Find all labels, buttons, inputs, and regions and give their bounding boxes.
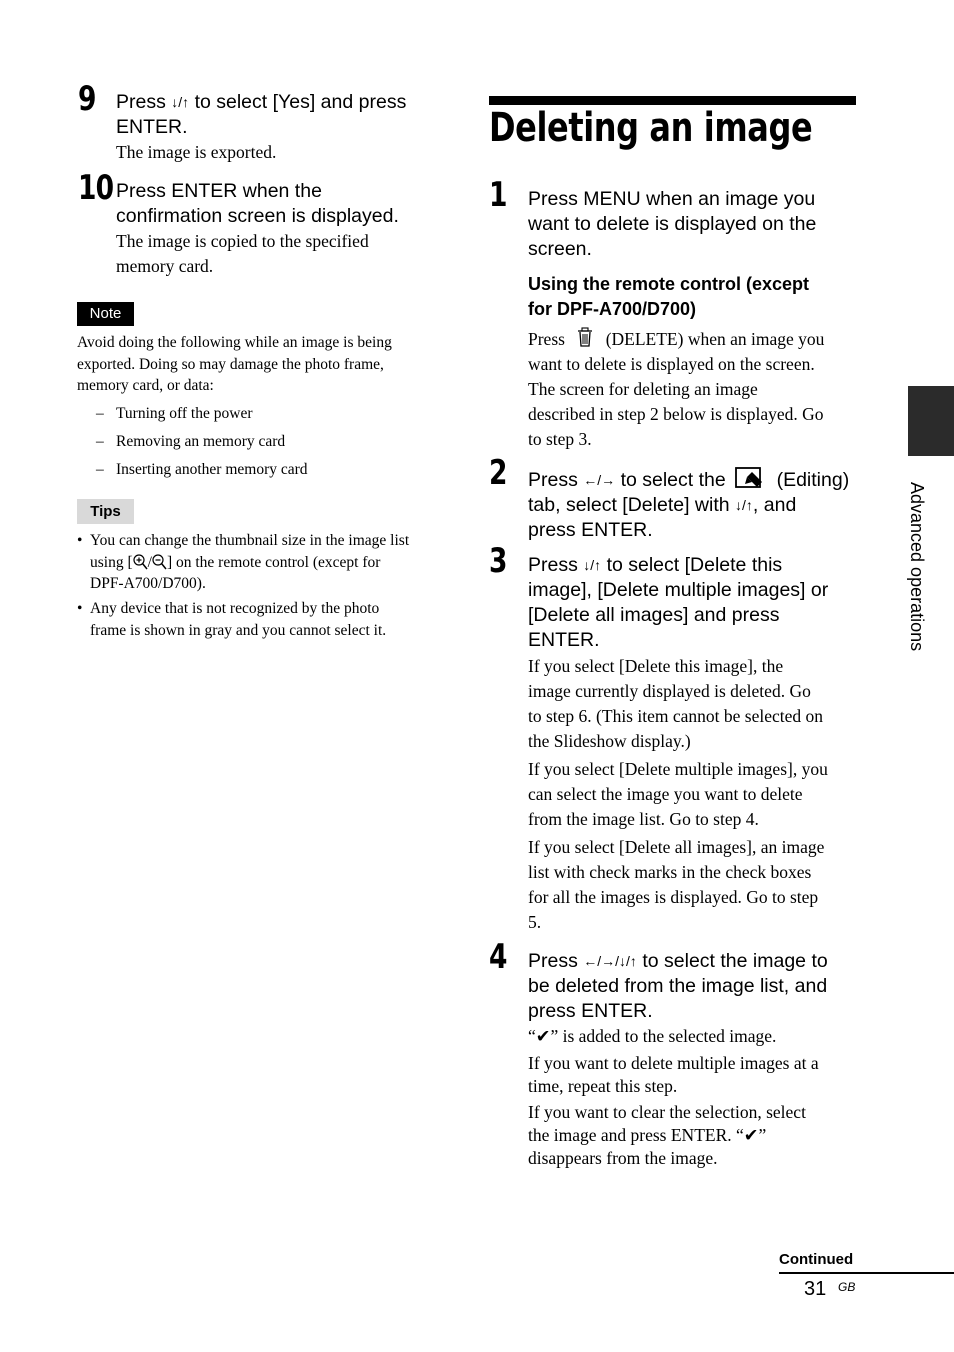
note-text: Avoid doing the following while an image is being exported. Doing so may damage the photo frame, memory card, or data: <box>77 334 392 394</box>
zoom-in-icon <box>133 554 148 570</box>
tip-item: • Any device that is not recognized by the photo frame is shown in gray and you cannot select it. <box>77 600 387 639</box>
tips-label: Tips <box>77 499 134 524</box>
page-number: 31 <box>804 1278 827 1300</box>
step-heading: Press ←/→/↓/↑ to select the image to be deleted from the image list, and press ENTER. <box>528 950 828 1022</box>
step-paragraph: “✔” is added to the selected image. <box>528 1026 777 1046</box>
section-tab-marker <box>908 386 954 456</box>
step-paragraph: If you select [Delete this image], the image currently displayed is deleted. Go to step 6. (This item cannot be selected on the Slideshow display.) <box>528 656 823 751</box>
note-list <box>96 403 426 487</box>
down-up-arrow-icon: ↓/↑ <box>735 497 753 513</box>
step-number: 3 <box>489 541 507 581</box>
step-heading: Press ←/→ to select the (Editing) tab, select [Delete] with ↓/↑, and press ENTER. <box>528 465 858 543</box>
four-way-arrow-icon: ←/→/↓/↑ <box>583 953 637 969</box>
step-number: 4 <box>489 937 507 977</box>
page-title: Deleting an image <box>489 105 813 151</box>
step-heading: Press ↓/↑ to select [Delete this image], [Delete multiple images] or [Delete all images] and press ENTER. <box>528 554 829 651</box>
note-label: Note <box>77 302 134 326</box>
list-item: – Removing an memory card <box>96 433 286 450</box>
step-heading: Press MENU when an image you want to delete is displayed on the screen. <box>528 188 817 260</box>
step-body: The image is copied to the specified memory card. <box>116 231 369 276</box>
check-mark-icon: ✔ <box>743 1125 759 1145</box>
down-up-arrow-icon: ↓/↑ <box>583 557 602 573</box>
title-rule <box>489 96 856 105</box>
step-heading: Press ↓/↑ to select [Yes] and press ENTER. <box>116 91 407 138</box>
step-paragraph: If you select [Delete all images], an image list with check marks in the check boxes for all the images is displayed. Go to step 5. <box>528 837 825 932</box>
zoom-out-icon <box>152 554 167 570</box>
page-suffix: GB <box>838 1280 856 1294</box>
step-paragraph: If you select [Delete multiple images], you can select the image you want to delete from the image list. Go to step 4. <box>528 759 828 829</box>
tip-item: • You can change the thumbnail size in the image list using [ / ] on the remote control (except for DPF-A700/D700). <box>77 532 410 592</box>
section-label: Advanced operations <box>907 482 927 652</box>
left-right-arrow-icon: ←/→ <box>583 472 616 488</box>
down-up-arrow-icon: ↓/↑ <box>171 94 190 110</box>
step-number: 10 <box>78 168 114 208</box>
check-mark-icon: ✔ <box>535 1026 551 1046</box>
step-paragraph: If you want to delete multiple images at a time, repeat this step. <box>528 1053 819 1096</box>
editing-tab-icon <box>735 465 767 489</box>
step-number: 9 <box>78 79 96 119</box>
list-item: – Turning off the power <box>96 405 253 422</box>
step-heading: Press ENTER when the confirmation screen is displayed. <box>116 180 399 227</box>
step-paragraph: If you want to clear the selection, select the image and press ENTER. “✔” disappears from the image. <box>528 1102 806 1168</box>
sub-heading: Using the remote control (except for DPF-A700/D700) <box>528 274 810 319</box>
footer-rule <box>779 1272 954 1274</box>
trash-icon <box>575 326 595 348</box>
step-number: 1 <box>489 175 507 215</box>
step-number: 2 <box>489 453 507 493</box>
continued-label: Continued <box>779 1251 854 1268</box>
step-body: Press (DELETE) when an image you want to delete is displayed on the screen. The screen for deleting an image described in step 2 below is displayed. Go to step 3. <box>528 326 858 452</box>
list-item: – Inserting another memory card <box>96 461 308 478</box>
step-body: The image is exported. <box>116 142 277 162</box>
